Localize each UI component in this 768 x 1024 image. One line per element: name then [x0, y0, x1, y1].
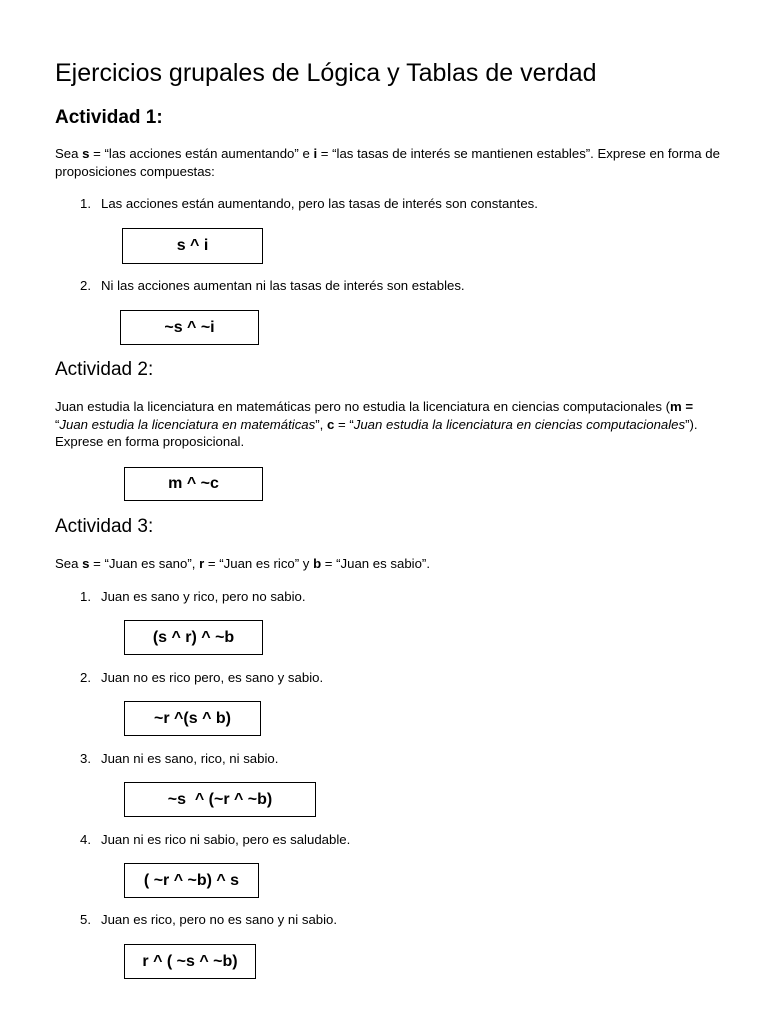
intro-text: = “Juan es rico” y [204, 556, 314, 571]
answer-box: ~s ^ ~i [120, 310, 259, 345]
actividad-2-heading: Actividad 2: [55, 359, 154, 380]
item-number: 4. [80, 832, 91, 847]
intro-text: = “las acciones están aumentando” e [89, 146, 314, 161]
item-number: 1. [80, 196, 91, 211]
intro-text: Sea [55, 556, 83, 571]
answer-box: ~r ^(s ^ b) [124, 701, 261, 736]
answer-box: (s ^ r) ^ ~b [124, 620, 263, 655]
item-text: Las acciones están aumentando, pero las tasas de interés son constantes. [101, 196, 538, 211]
page-title: Ejercicios grupales de Lógica y Tablas de verdad [55, 59, 597, 87]
variable-s: s [82, 556, 90, 571]
variable-m: m = [670, 399, 694, 414]
intro-text: ”). Exprese en forma proposicional. [55, 416, 698, 449]
variable-b: b [313, 556, 322, 571]
item-number: 3. [80, 751, 91, 766]
intro-text: “ [55, 416, 60, 432]
item-text: Juan es rico, pero no es sano y ni sabio. [101, 912, 338, 927]
item-text: Juan no es rico pero, es sano y sabio. [101, 670, 324, 685]
variable-c: c [326, 416, 335, 432]
intro-text: Juan estudia la licenciatura en matemáticas pero no estudia la licenciatura en ciencias computacionales ( [55, 399, 671, 414]
intro-text-italic: Juan estudia la licenciatura en ciencias computacionales [353, 416, 686, 432]
answer-box: r ^ ( ~s ^ ~b) [124, 944, 256, 979]
answer-box: m ^ ~c [124, 467, 263, 501]
actividad-1-heading: Actividad 1: [55, 107, 163, 128]
item-number: 2. [80, 278, 91, 293]
intro-text: Sea [55, 146, 83, 161]
intro-text: = “las tasas de interés se mantienen estables”. Exprese en forma de proposiciones compuestas: [55, 146, 720, 179]
intro-text: ”, [315, 416, 327, 432]
item-text: Ni las acciones aumentan ni las tasas de interés son estables. [101, 278, 465, 293]
variable-i: i [313, 146, 318, 161]
intro-text: = “Juan es sabio”. [321, 556, 430, 571]
intro-text-italic: Juan estudia la licenciatura en matemáticas [59, 416, 316, 432]
answer-box: s ^ i [122, 228, 263, 264]
actividad-2-intro [55, 398, 720, 451]
item-number: 5. [80, 912, 91, 927]
answer-box: ( ~r ^ ~b) ^ s [124, 863, 259, 898]
item-number: 1. [80, 589, 91, 604]
actividad-1-intro [55, 145, 720, 180]
item-number: 2. [80, 670, 91, 685]
actividad-3-heading: Actividad 3: [55, 516, 154, 537]
variable-r: r [199, 556, 205, 571]
intro-text: = “ [334, 416, 354, 432]
answer-box: ~s ^ (~r ^ ~b) [124, 782, 316, 817]
variable-s: s [82, 146, 90, 161]
intro-text: = “Juan es sano”, [89, 556, 200, 571]
item-text: Juan ni es rico ni sabio, pero es saludable. [101, 832, 351, 847]
item-text: Juan es sano y rico, pero no sabio. [101, 589, 306, 604]
actividad-3-intro [55, 555, 720, 573]
item-text: Juan ni es sano, rico, ni sabio. [101, 751, 279, 766]
